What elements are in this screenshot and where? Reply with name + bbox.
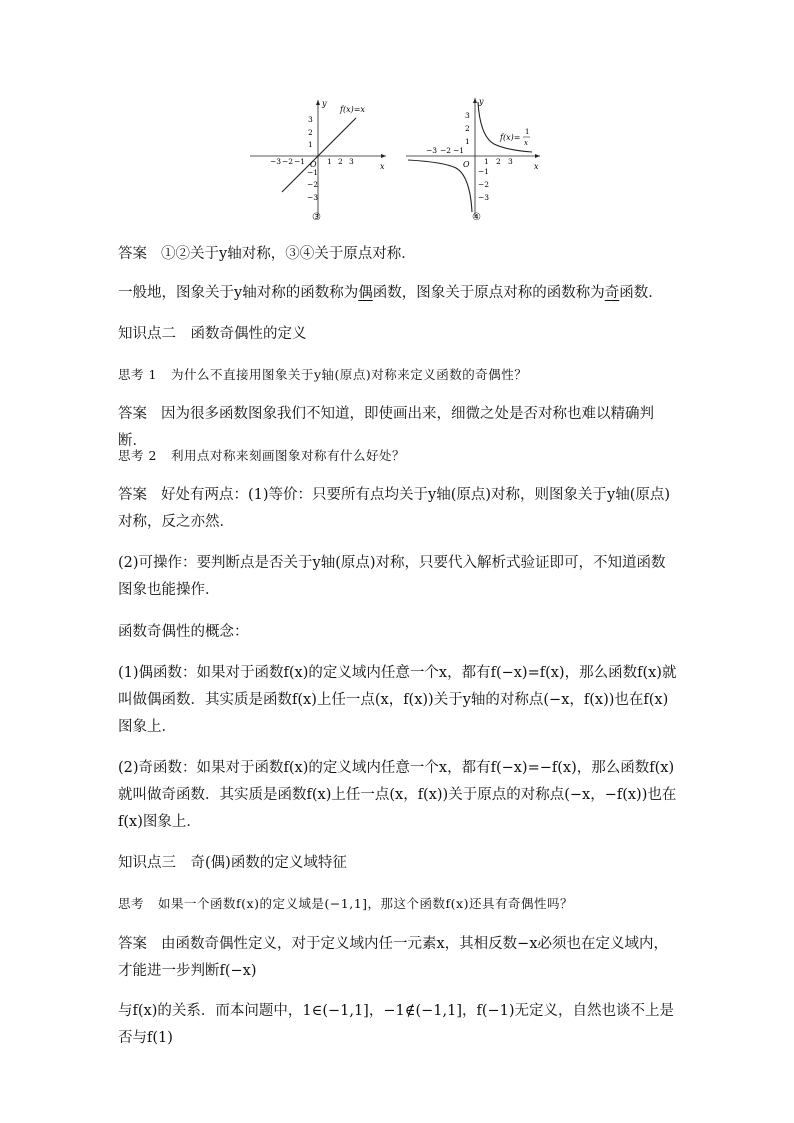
y-tick-3: −3 [307,193,319,202]
answer-text: ①②关于y轴对称，③④关于原点对称． [161,246,416,262]
x-tick-3: 1 [327,157,332,166]
line-fx-x [282,118,356,192]
answer-3 [118,482,680,536]
y-tick-3: −2 [307,180,319,189]
answer-4 [118,931,680,985]
general-text-1: 一般地，图象关于y轴对称的函数称为 [118,285,359,301]
y-tick-3: 2 [308,128,313,137]
think-label: 思考 [118,896,145,911]
even-function-definition: (1)偶函数：如果对于函数f(x)的定义域内任意一个x，都有f(−x)=f(x)，那么函数f(x)就叫做偶函数．其实质是函数f(x)上任一点(x，f(x))关于y轴的对称点(−x，f(x))也在f(x)图象上． [118,665,677,735]
x-tick-3: −3 [270,157,282,166]
think-text: 利用点对称来刻画图象对称有什么好处？ [170,448,405,463]
y-tick-4: −3 [478,193,490,202]
caption-3: ③ [312,212,321,223]
x-tick-4: −2 [440,146,452,155]
answer-text: 因为很多函数图象我们不知道，即使画出来，细微之处是否对称也难以精确判断． [118,406,654,449]
graphs-svg [240,94,560,234]
y-tick-3: −1 [307,168,319,177]
concept-heading: 函数奇偶性的概念： [118,624,249,640]
answer-label: 答案 [118,487,147,503]
y-axis-label-4: y [479,97,484,106]
think-label: 思考 2 [118,448,157,463]
func-denominator-4: x [524,139,528,147]
think-text: 为什么不直接用图象关于y轴(原点)对称来定义函数的奇偶性？ [170,367,528,382]
y-tick-4: −2 [478,180,490,189]
graph-4 [406,97,540,223]
think-2 [118,442,680,469]
think-label: 思考 1 [118,367,157,382]
x-tick-3: −1 [294,157,306,166]
x-tick-4: 3 [508,157,513,166]
y-tick-4: 1 [465,137,470,146]
answer-label: 答案 [118,406,147,422]
knowledge-point-3-heading: 知识点三 奇(偶)函数的定义域特征 [118,855,347,871]
function-graphs [240,94,560,234]
think-3 [118,890,680,917]
y-tick-3: 3 [308,115,313,124]
knowledge-point-2-heading: 知识点二 函数奇偶性的定义 [118,326,307,342]
odd-function-definition: (2)奇函数：如果对于函数f(x)的定义域内任意一个x，都有f(−x)=−f(x)，那么函数f(x)就叫做奇函数．其实质是函数f(x)上任一点(x，f(x))关于原点的对称点(−x，−f(x))也在f(x)图象上． [118,760,677,830]
func-label-4: f(x)= [500,133,521,142]
func-numerator-4: 1 [525,128,530,136]
y-tick-4: 3 [465,111,470,120]
x-tick-3: 2 [338,157,343,166]
func-label-3: f(x)=x [340,105,365,114]
y-tick-4: −1 [478,167,490,176]
y-tick-3: 1 [308,140,313,149]
x-tick-3: −2 [282,157,294,166]
x-axis-label-4: x [534,162,539,171]
general-text-2: 函数，图象关于原点对称的函数称为 [372,285,605,301]
x-tick-4: −3 [426,146,438,155]
y-axis-label-3: y [322,99,327,108]
origin-label-3: O [310,160,317,169]
x-tick-4: 2 [496,157,501,166]
answer-label: 答案 [118,246,147,262]
x-tick-3: 3 [349,157,354,166]
final-paragraph: 与f(x)的关系．而本问题中，1∈(−1,1]，−1∉(−1,1]，f(−1)无定义，自然也谈不上是否与f(1) [118,1003,675,1046]
x-tick-4: −1 [453,146,465,155]
general-text-3: 函数． [619,285,663,301]
origin-label-4: O [463,160,470,169]
caption-4: ④ [472,212,481,223]
answer-label: 答案 [118,936,147,952]
underlined-even: 偶 [358,285,373,301]
x-axis-label-3: x [380,162,385,171]
underlined-odd: 奇 [604,285,620,301]
x-tick-4: 1 [484,157,489,166]
operable-paragraph: (2)可操作：要判断点是否关于y轴(原点)对称，只要代入解析式验证即可，不知道函数图象也能操作． [118,555,666,598]
graph-3 [250,99,386,223]
answer-text: 好处有两点：(1)等价：只要所有点均关于y轴(原点)对称，则图象关于y轴(原点)对称，反之亦然． [118,487,671,530]
y-tick-4: 2 [465,124,470,133]
general-definition [118,280,680,307]
think-text: 如果一个函数f(x)的定义域是(−1,1]，那这个函数f(x)还具有奇偶性吗？ [158,896,573,911]
answer-text: 由函数奇偶性定义，对于定义域内任一元素x，其相反数−x必须也在定义域内，才能进一步判断f(−x) [118,936,669,979]
think-1 [118,361,680,388]
answer-symmetry [118,241,680,268]
